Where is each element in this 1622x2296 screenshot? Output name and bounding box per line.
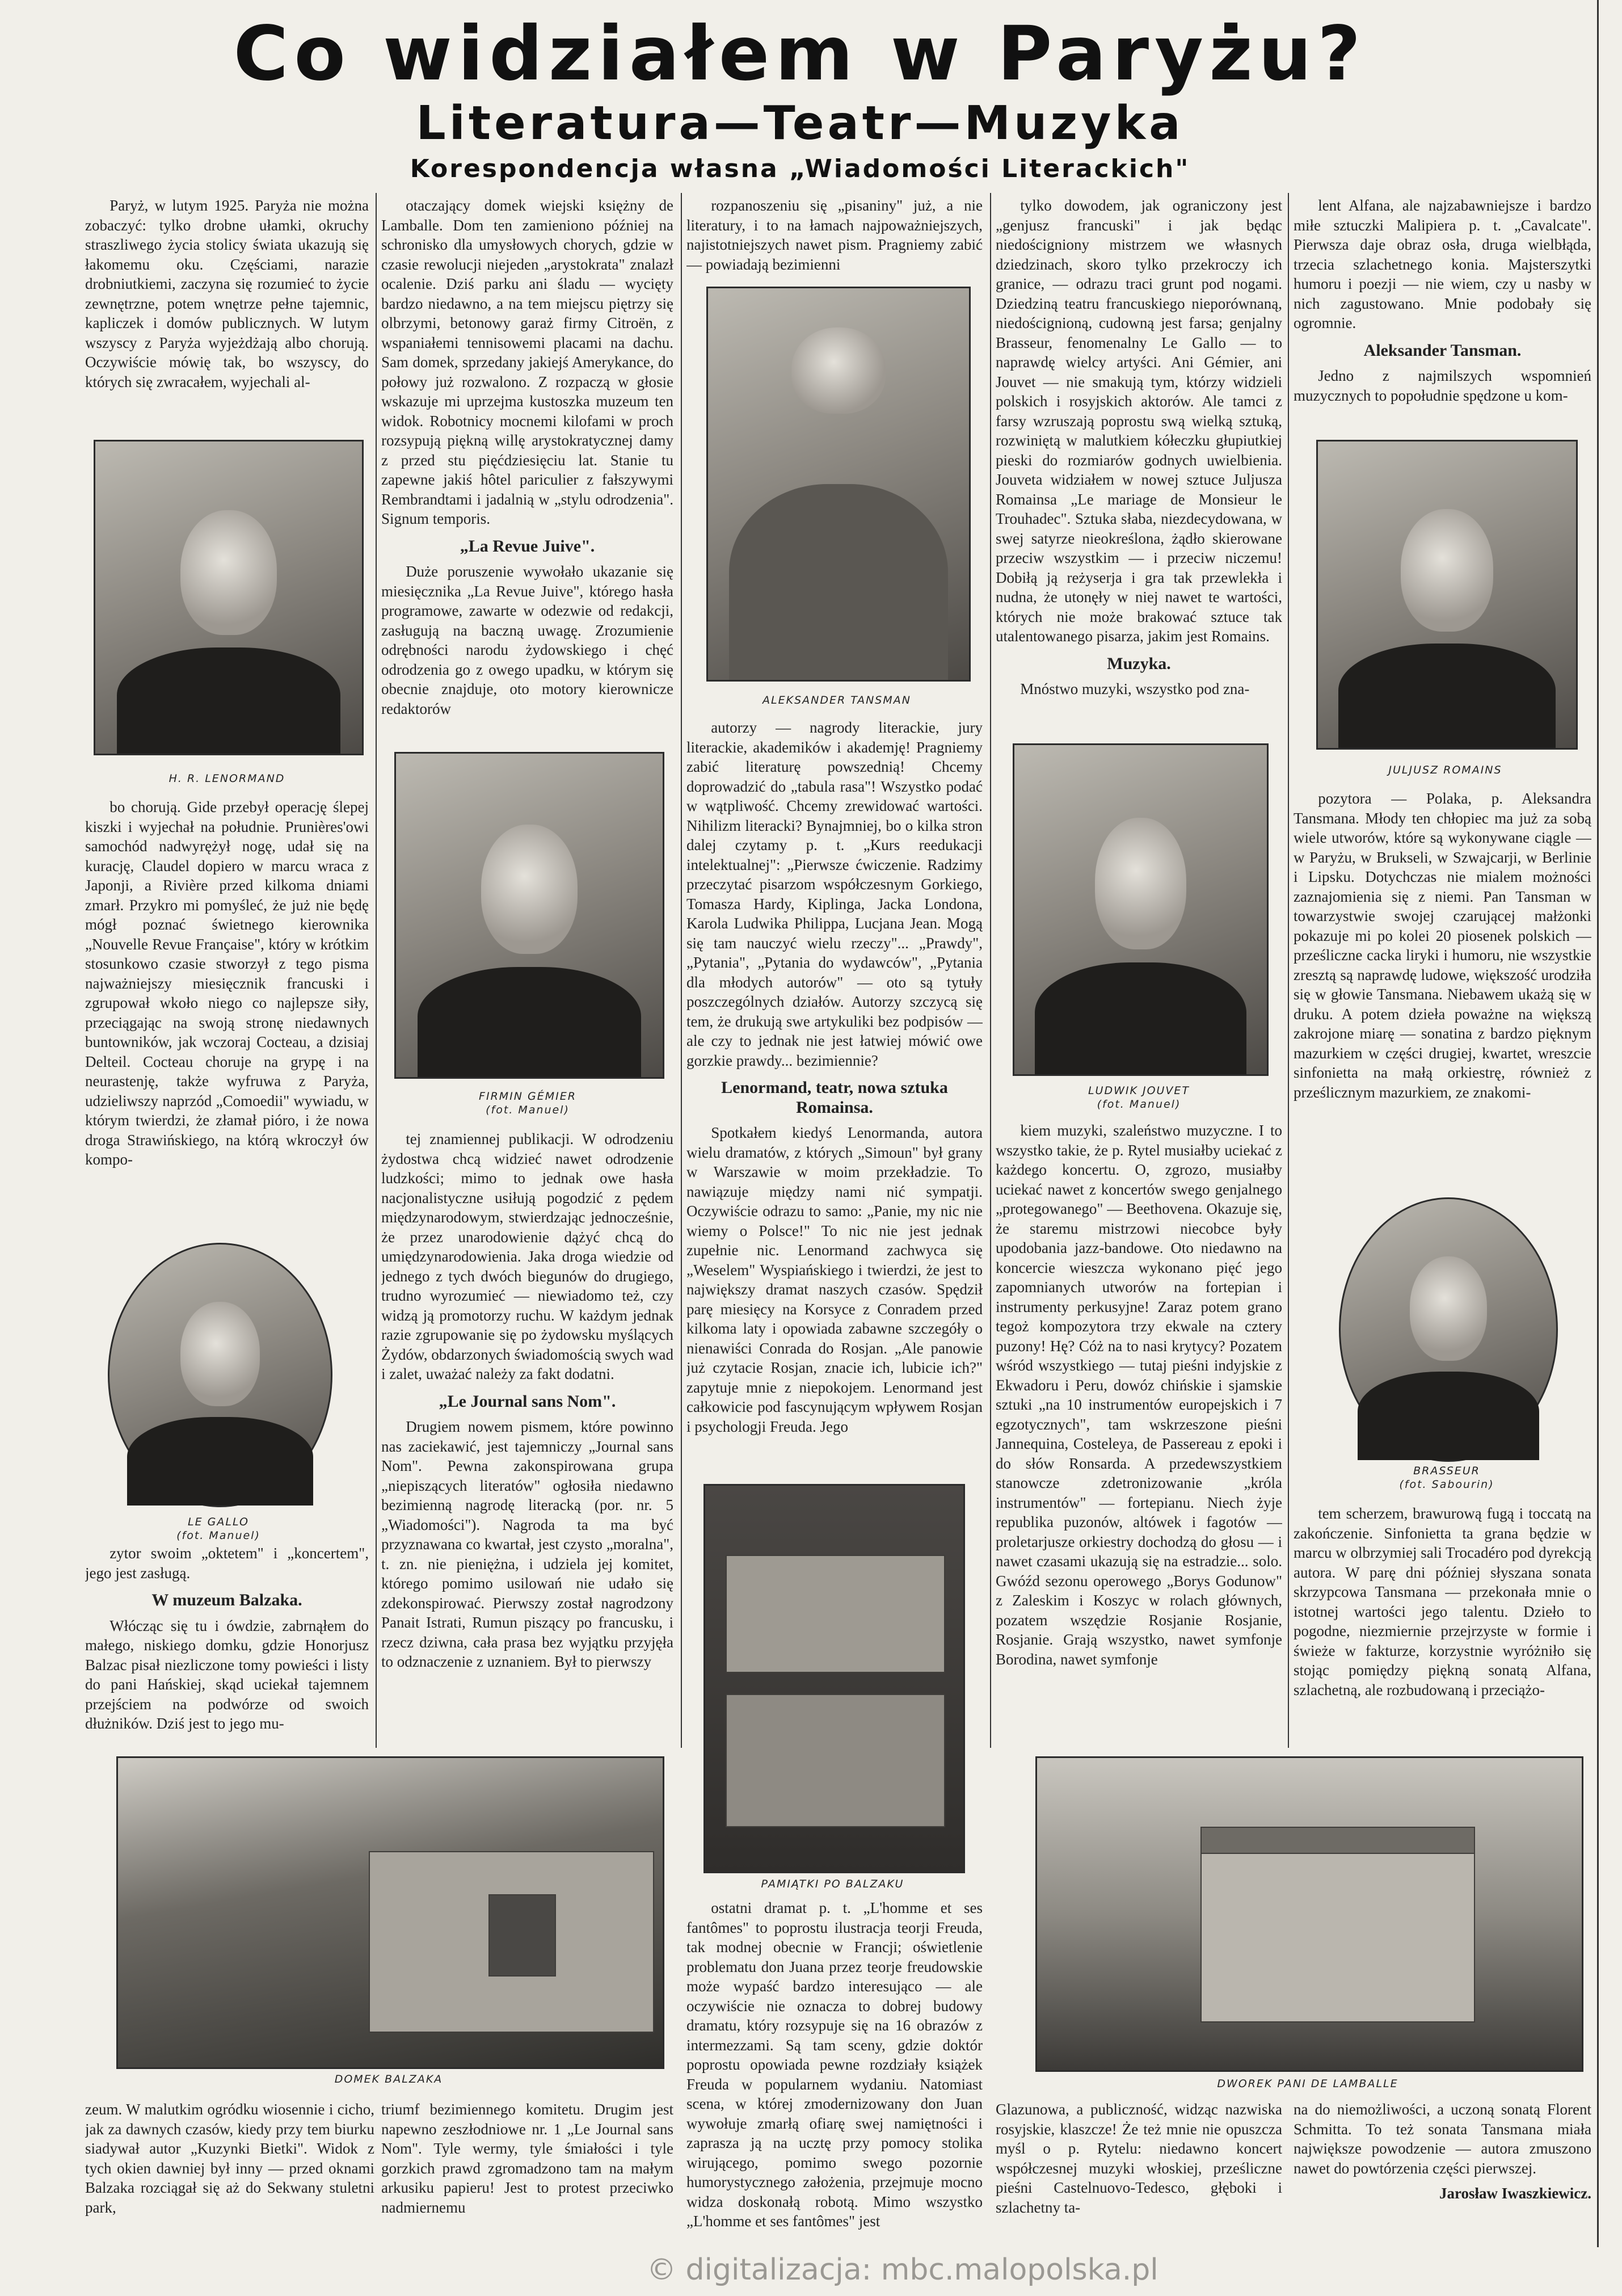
column-rule xyxy=(990,193,991,1748)
article-bottom-4 xyxy=(996,2100,1282,2236)
photo-caption: JULJUSZ ROMAINS xyxy=(1388,764,1502,776)
page-subtitle: Literatura—Teatr—Muzyka xyxy=(416,96,1184,150)
article-paragraph: Jedno z najmilszych wspomnień muzycznych to popołudnie spędzone u kom- xyxy=(1294,367,1591,404)
portrait-le-gallo xyxy=(108,1243,332,1507)
portrait-gemier xyxy=(394,752,664,1079)
section-heading: Muzyka. xyxy=(1107,654,1171,673)
article-column-2-bottom xyxy=(381,1129,673,1748)
portrait-jouvet xyxy=(1013,743,1269,1076)
article-column-1-top xyxy=(85,196,369,420)
section-heading: W muzeum Balzaka. xyxy=(151,1591,302,1609)
article-column-1-middle xyxy=(85,797,369,1229)
house-window xyxy=(488,1894,556,1977)
article-paragraph: autorzy — nagrody literackie, jury literackie, akademików i akademję! Pragniemy zabić literaturę powszednią! Chcemy doprowadzić do „tabula rasa"! Wszystko podać w wątpliwość. Chcemy zrewidować wartości. Nihilizm literacki? Bynajmniej, bo o kilka stron dalej czytamy p. t. „Kurs reedukacji intelektualnej": „Pierwsze ćwiczenie. Radzimy przeczytać pisarzom współczesnym Gorkiego, Tomasza Hardy, Kiplinga, Jacka Londona, Karola Ludwika Philippa, Lucjana Jean. Mogą się tam nauczyć wielu rzeczy"... „Prawdy", „Pytania", „Pytania do wydawców", „Pytania dla młodych autorów" — oto są tytuły poszczególnych działów. Autorzy szczycą się tem, że drukują swe artykuliki bez podpisów — ale czy to jednak nie jest łatwiej mówić owe gorzkie prawdy... bezimiennie? xyxy=(686,719,983,1069)
manor-roof xyxy=(1200,1827,1475,1854)
column-rule xyxy=(681,193,682,1748)
section-heading: „La Revue Juive". xyxy=(460,536,595,556)
article-paragraph: tej znamiennej publikacji. W odrodzeniu żydostwa chcą widzieć nawet odrodzenie ludzkości; mimo to jednak owe hasła nacjonalistyczne usiłują pogodzić z pędem międzynarodowym, stwierdzając jednocześnie, że przez unarodowienie dążyć chcą do umiędzynarodowienia. Jaka droga wiedzie od jednego z tych dwóch biegunów do drugiego, trudno wyrozumieć — niewiadomo też, czy widzą ją promotorzy ruchu. W każdym jednak razie zgrupowanie się po żydowsku myślących Żydów, obdarzonych świadomością swych wad i zalet, uważać należy za fakt dodatni. xyxy=(381,1130,673,1382)
article-column-5-top xyxy=(1294,196,1591,411)
article-paragraph: zeum. W malutkim ogródku wiosennie i cicho, jak za dawnych czasów, kiedy przy tem biurku siadywał autor „Kuzynki Bietki". Widok z tych okien dawniej był inny — przed oknami Balzaka rozciągał się aż do Sekwany stuletni park, xyxy=(85,2101,374,2216)
column-rule xyxy=(376,193,377,1748)
display-case-shelf xyxy=(726,1694,945,1827)
caption-credit: (fot. Sabourin) xyxy=(1399,1478,1494,1491)
article-column-4-bottom xyxy=(996,1121,1282,1748)
article-column-3-top xyxy=(686,196,983,281)
column-rule xyxy=(1288,193,1289,1748)
photo-balzac-house xyxy=(116,1756,664,2069)
caption-name: LUDWIK JOUVET xyxy=(1088,1084,1190,1097)
article-paragraph: triumf bezimiennego komitetu. Drugim jest napewno zeszłodniowe nr. 1 „Le Journal sans Nom". Tyle wermy, tyle śmiałości i tyle gorzkich prawd zgromadzono tam na małym arkusiku papieru! Jest to protest przeciwko nadmiernemu xyxy=(381,2101,673,2216)
caption-credit: (fot. Manuel) xyxy=(176,1529,260,1542)
article-paragraph: tem scherzem, brawurową fugą i toccatą na zakończenie. Sinfonietta ta grana będzie w marcu w olbrzymiej sali Trocadéro pod dyrekcją autora. W parę dni później słyszana sonata skrzypcowa Tansmana — przekonała mnie o istotnej wartości jego talentu. Dzieło to pogodne, niezmiernie przejrzyste w formie i świeże w fakturze, korzystnie wyróżniło się stojąc pomiędzy piękną sonatą Alfana, szlachetną, ale rozbudowaną i przeciążo- xyxy=(1294,1505,1591,1698)
portrait-brasseur xyxy=(1339,1197,1558,1462)
author-signature: Jarosław Iwaszkiewicz. xyxy=(1439,2185,1591,2202)
article-paragraph: zytor swoim „oktetem" i „koncertem", jego jest zasługą. xyxy=(85,1545,369,1582)
caption-name: BRASSEUR xyxy=(1413,1465,1480,1477)
article-column-4-top xyxy=(996,196,1282,741)
article-paragraph: lent Alfana, ale najzabawniejsze i bardzo miłe sztuczki Malipiera p. t. „Cavalcate". Pierwsza daje obraz osła, druga wielbłąda, trzecia szlachetnego konia. Majsterszytki humoru i poezji — nie wiem, czy u nasby w nich zagustowano. Mnie podobały się ogromnie. xyxy=(1294,197,1591,331)
photo-caption xyxy=(1339,1464,1554,1491)
article-paragraph: tylko dowodem, jak ograniczony jest „genjusz francuski" i jak będąc niedościgniony mistrzem we własnych dziedzinach, skoro tylko przekroczy ich granice, — odrazu traci grunt pod nogami. Dziedziną teatru francuskiego nieporównaną, niedoścignioną, cudowną jest farsa; genjalny Brasseur, fenomenalny Le Gallo — to naprawdę wielcy artyści. Ani Gémier, ani Jouvet — nie smakują tym, którzy widzieli polskich i rosyjskich aktorów. Ale tamci z farsy wzruszają poprostu swą wielką sztuką, rozwiniętą w malutkiem kółeczku głupiutkiej pieski do rozmiarów godnych uwielbienia. Jouveta widziałem w nowej sztuce Juljusza Romainsa „Le mariage de Monsieur le Trouhadec". Sztuka słaba, niezdecydowana, w swej satyrze nieokreślona, żądło skierowane przeciw wszystkim — i przeciw niczemu! Dobiłą ją reżyserja i gra tak przewlekła i nudna, że utonęły w niej nawet te wartości, których nie może brakować sztuce tak utalentowanego pisarza, jakim jest Romains. xyxy=(996,197,1282,645)
portrait-lenormand xyxy=(94,440,364,755)
caption-name: FIRMIN GÉMIER xyxy=(479,1090,576,1103)
article-paragraph: Mnóstwo muzyki, wszystko pod zna- xyxy=(1020,680,1250,697)
photo-caption xyxy=(394,1090,661,1117)
article-column-5-bottom xyxy=(1294,1504,1591,1731)
digitization-watermark: © digitalizacja: mbc.malopolska.pl xyxy=(647,2253,1158,2287)
page-title: Co widziałem w Paryżu? xyxy=(233,10,1367,98)
page-tagline: Korespondencja własna „Wiadomości Literackich" xyxy=(410,154,1190,183)
article-paragraph: Spotkałem kiedyś Lenormanda, autora wielu dramatów, z których „Simoun" był grany w Warszawie w moim przekładzie. To nawiązuje między nami nić sympatji. Oczywiście odrazu to samo: „Panie, my nic nie wiemy o Polsce!" To nic nie jest jednak zupełnie nic. Lenormand zachwyca się „Weselem" Wyspiańskiego i twierdzi, że jest to największy dramat naszych czasów. Spędził parę miesięcy na Korsyce z Conradem przed kilkoma laty i opowiada zabawne szczegóły o nienawiści Conrada do Rosjan. „Ale panowie już czytacie Rosjan, znacie ich, lubicie ich?" zapytuje mnie z niepokojem. Lenormand jest całkowicie pod fascynującym wpływem Rosjan i psychologji Freuda. Jego xyxy=(686,1124,983,1435)
article-column-3-bottom xyxy=(686,1898,983,2239)
article-paragraph: Drugiem nowem pismem, które powinno nas zaciekawić, jest tajemniczy „Journal sans Nom". Pewna zakonspirowana grupa „niepiszących literatów" ogłosiła niedawno bezimienną nagrodę literacką (por. nr. 5 „Wiadomości"). Nagroda ta ma być przyznawana co kwartał, jest czysto „moralna", t. zn. nie pieniężna, i udziela jej komitet, którego pomimo usilowań nie udało się zdekonspirować. Pierwszy został nagrodzony Panait Istrati, Rumun piszący po francusku, i rzecz dziwna, cała prasa bez wyjątku przyjęła to odznaczenie z uznaniem. Był to pierwszy xyxy=(381,1418,673,1670)
caption-credit: (fot. Manuel) xyxy=(1097,1098,1181,1111)
article-paragraph: Włócząc się tu i ówdzie, zabrnąłem do małego, niskiego domku, gdzie Honorjusz Balzac pisał niezliczone tomy powieści i listy do pani Hańskiej, skąd uciekał tajemnem przejściem na podwórze od swoich dłużników. Dziś jest to jego mu- xyxy=(85,1617,369,1732)
article-column-2-top xyxy=(381,196,673,741)
article-paragraph: ostatni dramat p. t. „L'homme et ses fantômes" to poprostu ilustracja teorji Freuda, tak modnej obecnie w Francji; oświetlenie problematu don Juana przez teorje freudowskie może wypaść bardzo interesująco — ale oczywiście nie oznacza to dobrej budowy dramatu, który rozsypuje się na 16 obrazów z intermezzami. Są tam sceny, gdzie doktór poprostu opowiada pewne rozdziały książek Freuda w popularnem wydaniu. Natomiast scena, w której zmodernizowany don Juan wywołuje zmarłą ofiarę swej namiętności i zaprasza ją na ucztę przy pomocy stolika wirującego, pomimo swego pozornie humorystycznego założenia, przejmuje mocno widza doskonałą robotą. Mimo wszystko „L'homme et ses fantômes" jest xyxy=(686,1899,983,2230)
article-bottom-5 xyxy=(1294,2100,1591,2247)
section-heading: Aleksander Tansman. xyxy=(1363,340,1522,360)
column-rule xyxy=(1597,0,1599,2247)
photo-balzac-memorabilia xyxy=(703,1484,965,1873)
article-paragraph: bo chorują. Gide przebył operację ślepej kiszki i wyjechał na południe. Prunières'owi samochód nadwyrężył nogę, udał się na kurację, Claudel dopiero w marcu wraca z Japonji, a Rivière przed kilkoma dniami zmarł. Przykro mi pomyśleć, że już nie będę mógł poznać świetnego kierownika „Nouvelle Revue Française", który w krótkim stosunkowo czasie stworzył z tego pisma najważniejszy miesięcznik francuski i zgrupował wkoło niego co najlepsze siły, przeciągając na swoją stronę niedawnych buntowników, jak wczoraj Cocteau, a dzisiaj Delteil. Cocteau choruje na grypę i na neurastenję, także wyfruwa z Paryża, udzieliwszy naprzód „Comoedii" wywiadu, w którym twierdzi, że złamał pióro, i że nowa droga Strawińskiego, na którą wkroczył ów kompo- xyxy=(85,798,369,1168)
portrait-tansman xyxy=(706,287,971,682)
manor-facade xyxy=(1200,1845,1475,2022)
section-heading: Lenormand, teatr, nowa sztuka Romainsa. xyxy=(721,1078,948,1117)
article-paragraph: kiem muzyki, szaleństwo muzyczne. I to wszystko takie, że p. Rytel musiałby uciekać z każdego koncertu. O, zgrozo, musiałby uciekać nawet z koncertów swego genjalnego „protegowanego" — Beethovena. Okazuje się, że staremu mistrzowi niecobce były upodobania jazz-bandowe. Oto niedawno na koncercie wieszcza wykonano pięć jego zapomnianych utworów na fortepian i instrumenty perkusyjne! Zaraz potem grano tegoż kompozytora trzy ekwale na cztery puzony! Hę? Cóż na to nasi krytycy? Pozatem wśród wszystkiego — tutaj pieśni indyjskie z Ekwadoru i Peru, dowóz chińskie i sjamskie sztuki „na 10 instrumentów europejskich i 7 egzotycznych", tam wskrzeszone pieśni Jannequina, Costeleya, de Passereau z epoki i do słów Ronsarda. A przedewszystkiem stanowcze zdetronizowanie „króla instrumentów" — fortepianu. Niech żyje republika puzonów, altówek i fagotów — proletarjusze orkiestry dochodzą do głosu — i nawet czasami ukazują się na estradzie... solo. Gwóźd sezonu operowego „Borys Godunow" z Zaleskim i Koszyc w rolach głównych, pozatem wszędzie Rosjanie Rosjanie, Rosjanie. Grają wszystko, nawet symfonje Borodina, nawet symfonje xyxy=(996,1122,1282,1668)
photo-caption: ALEKSANDER TANSMAN xyxy=(762,694,911,707)
article-paragraph: na do niemożliwości, a uczoną sonatą Florent Schmitta. To też sonata Tansmana miała największe powodzenie — autora zmuszono nawet do powtórzenia części pierwszej. xyxy=(1294,2101,1591,2177)
caption-name: LE GALLO xyxy=(188,1516,249,1528)
portrait-romains xyxy=(1316,440,1578,750)
article-column-1-bottom xyxy=(85,1544,369,1748)
article-paragraph: pozytora — Polaka, p. Aleksandra Tansmana. Młody ten chłopiec ma już za sobą wiele utworów, które są wykonywane ciągle — w Paryżu, w Brukseli, w Szwajcarji, w Berlinie i Lipsku. Dotychczas nie mialem możności zaznajomienia się z niemi. Pan Tansman w towarzystwie swojej czarującej małżonki pokazuje mi po kolei 20 piosenek polskich — prześliczne cacka liryki i humoru, nie wszystkie zresztą są naprawdę ludowe, większość urodziła się w głowie Tansmana. Niebawem ukażą się w druku. A potem dzieła poważne na większą zakrojone miarę — sonatina z bardzo pięknym mazurkiem w części drugiej, kwartet, wreszcie sinfonietta na małą orkiestrę, również z prześlicznym mazurkiem, ze znakomi- xyxy=(1294,790,1591,1101)
article-column-5-middle xyxy=(1294,789,1591,1186)
article-paragraph: Duże poruszenie wywołało ukazanie się miesięcznika „La Revue Juive", którego hasła programowe, zawarte w odezwie od redakcji, zasługują na baczną uwagę. Zrozumienie odrębności narodu żydowskiego i chęć odrodzenia go z owego upadku, w którym się obecnie znajduje, oto motory kierownicze redaktorów xyxy=(381,563,673,717)
caption-credit: (fot. Manuel) xyxy=(486,1104,570,1116)
article-paragraph: rozpanoszeniu się „pisaniny" już, a nie literatury, i to na łamach najpoważniejszych, najistotniejszych nawet pism. Pragniemy zabić — powiadają bezimienni xyxy=(686,197,983,273)
article-paragraph: otaczający domek wiejski księżny de Lamballe. Dom ten zamieniono później na schronisko dla umysłowych chorych, gdzie w czasie rewolucji niejeden „arystokrata" znalazł ocalenie. Dziś parku ani śladu — wycięty bardzo niedawno, a na tem miejscu piętrzy się olbrzymi, betonowy garaż firmy Citroën, z wspaniałemi tennisowemi placami na dachu. Sam domek, sprzedany jakiejś Amerykance, do połowy już rozwalono. Z rozpaczą w głosie wskazuje mi uprzejma kustoszka muzeum ten widok. Robotnicy mocnemi kilofami w proch rozsypują piękną willę arystokratycznej damy z przed stu pięćdziesięciu lat. Stanie tu zapewne jakiś hôtel pariculier z fałszywymi Rembrandtami i jadalnią w „stylu odrodzenia". Signum temporis. xyxy=(381,197,673,527)
article-paragraph: Glazunowa, a publiczność, widząc nazwiska rosyjskie, klaszcze! Że też mnie nie opuszcza myśl o p. Rytelu: niedawno koncert współczesnej muzyki włoskiej, prześliczne pieśni Castelnuovo-Tedesco, głęboki i szlachetny ta- xyxy=(996,2101,1282,2216)
section-heading: „Le Journal sans Nom". xyxy=(439,1391,616,1411)
photo-caption: PAMIĄTKI PO BALZAKU xyxy=(761,1878,904,1890)
photo-caption xyxy=(108,1515,329,1542)
display-case-shelf xyxy=(726,1555,945,1673)
photo-caption: DWOREK PANI DE LAMBALLE xyxy=(1217,2078,1398,2090)
photo-lamballe-manor xyxy=(1035,1756,1583,2072)
article-bottom-2 xyxy=(381,2100,673,2236)
photo-caption: DOMEK BALZAKA xyxy=(334,2073,443,2085)
photo-caption: H. R. LENORMAND xyxy=(168,772,285,785)
article-paragraph: Paryż, w lutym 1925. Paryża nie można zobaczyć: tylko drobne ułamki, okruchy straszliwego życia stolicy świata ukazują się łakomemu oku. Częściami, narazie drobniutkiemi, zaczyna się rozumieć to życie zewnętrzne, potem wnętrze pełne tajemnic, kapliczek i domów publicznych. W lutym wszyscy z Paryża wyjeżdżają albo chorują. Oczywiście mówię tak, bo wszyscy, do których się zwracałem, wyjechali al- xyxy=(85,197,369,390)
photo-caption xyxy=(1013,1084,1265,1111)
article-bottom-1 xyxy=(85,2100,374,2236)
article-column-3-middle xyxy=(686,718,983,1478)
